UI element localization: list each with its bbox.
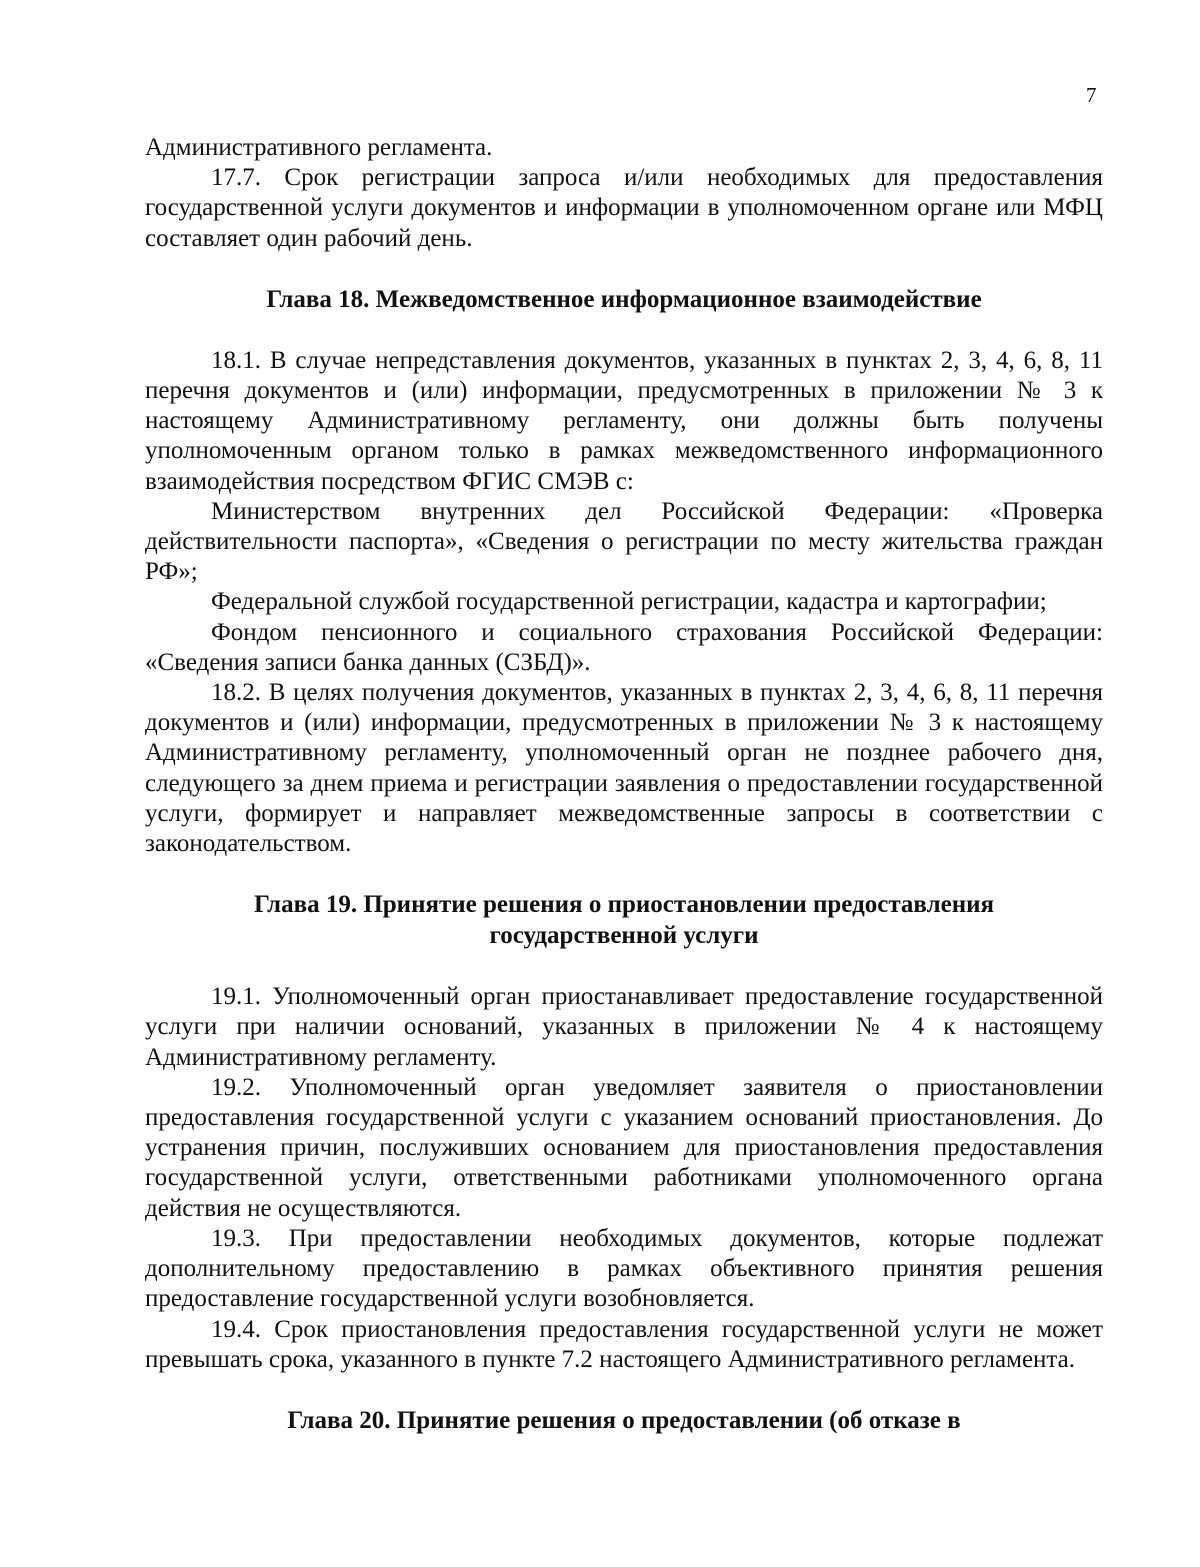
chapter-heading <box>145 284 1103 315</box>
page-number: 7 <box>1086 83 1097 107</box>
paragraph: 19.3. При предоставлении необходимых документов, которые подлежат дополнительному предоставлению в рамках объективного принятия решения предоставление государственной услуги возобновляется. <box>145 1224 1103 1313</box>
paragraph: Федеральной службой государственной регистрации, кадастра и картографии; <box>211 588 1047 616</box>
paragraph: Министерством внутренних дел Российской Федерации: «Проверка действительности паспорта», «Сведения о регистрации по месту жительства граждан РФ»; <box>145 497 1103 586</box>
paragraph: Фондом пенсионного и социального страхования Российской Федерации: «Сведения записи банка данных (СЗБД)». <box>145 618 1103 676</box>
paragraph: 18.1. В случае непредставления документов, указанных в пунктах 2, 3, 4, 6, 8, 11 перечня документов и (или) информации, предусмотренных в приложении № 3 к настоящему Административному регламенту, они должны быть получены уполномоченным органом только в рамках межведомственного информационного взаимодействия посредством ФГИС СМЭВ с: <box>145 346 1103 495</box>
chapter-heading-line: Глава 19. Принятие решения о приостановлении предоставления <box>253 891 995 919</box>
chapter-heading <box>145 1405 1103 1436</box>
chapter-heading-line: Глава 18. Межведомственное информационное взаимодействие <box>266 285 982 313</box>
paragraph: 19.1. Уполномоченный орган приостанавливает предоставление государственной услуги при наличии оснований, указанных в приложении № 4 к настоящему Административному регламенту. <box>145 983 1103 1071</box>
spacer <box>145 951 1103 982</box>
paragraph: 18.2. В целях получения документов, указанных в пунктах 2, 3, 4, 6, 8, 11 перечня документов и (или) информации, предусмотренных в приложении № 3 к настоящему Административному регламенту, уполномоченный орган не позднее рабочего дня, следующего за днем приема и регистрации заявления о предоставлении государственной услуги, формирует и направляет межведомственные запросы в соответствии с законодательством. <box>145 679 1103 858</box>
chapter-heading-line: государственной услуги <box>489 922 759 950</box>
spacer <box>145 1375 1103 1405</box>
spacer <box>145 254 1103 284</box>
paragraph: Административного регламента. <box>145 134 493 161</box>
paragraph: 17.7. Срок регистрации запроса и/или необходимых для предоставления государственной услуги документов и информации в уполномоченном органе или МФЦ составляет один рабочий день. <box>145 164 1103 252</box>
document-body <box>145 133 1103 1436</box>
spacer <box>145 315 1103 346</box>
chapter-heading-line: Глава 20. Принятие решения о предоставлении (об отказе в <box>287 1406 961 1434</box>
paragraph: 19.4. Срок приостановления предоставления государственной услуги не может превышать срока, указанного в пункте 7.2 настоящего Административного регламента. <box>145 1315 1103 1373</box>
paragraph: 19.2. Уполномоченный орган уведомляет заявителя о приостановлении предоставления государственной услуги с указанием оснований приостановления. До устранения причин, послуживших основанием для приостановления предоставления государственной услуги, ответственными работниками уполномоченного органа действия не осуществляются. <box>145 1073 1103 1222</box>
spacer <box>145 859 1103 889</box>
chapter-heading <box>145 889 1103 951</box>
